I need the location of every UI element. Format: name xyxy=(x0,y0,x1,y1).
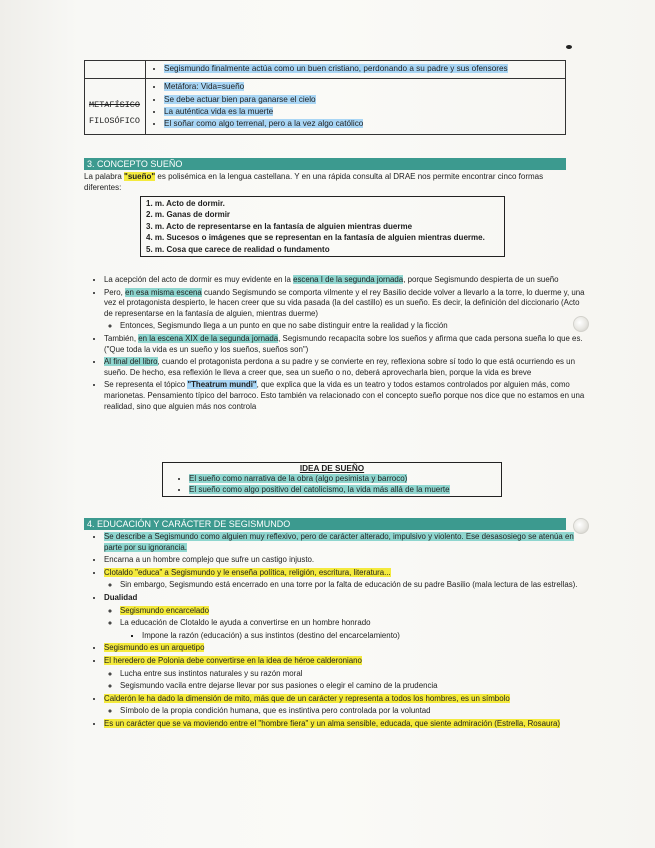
list-item: ▪ Impone la razón (educación) a sus instintos (destino del encarcelamiento) xyxy=(142,631,586,642)
list-item: • Pero, en esa misma escena cuando Segismundo se comporta vilmente y el rey Basilio decide volver a llevarlo a la torre, lo duerme y, una vez el protagonista despierto, le hacen creer que su vida pasada (la del castillo) es un sueño. Es decir, la definición del diccionario (Acto de representarse en la fantasía de alguien, mientras duerme) xyxy=(104,288,586,320)
list-item: ◦ Segismundo vacila entre dejarse llevar por sus pasiones o elegir el camino de la prudencia xyxy=(120,681,586,692)
list-item: • El sueño como algo positivo del catolicismo, la vida más allá de la muerte xyxy=(189,484,495,495)
list-item: • También, en la escena XIX de la segunda jornada, Segismundo recapacita sobre los sueños y afirma que cada persona sueña lo que es. ("Que toda la vida es un sueño y los sueños, sueños son") xyxy=(104,334,586,355)
definition-item: 3. m. Acto de representarse en la fantasía de alguien mientras duerme xyxy=(146,221,413,231)
list-item: • Es un carácter que se va moviendo entre el "hombre fiera" y un alma sensible, educada, que siente admiración (Estrella, Rosaura) xyxy=(104,719,586,730)
binder-hole xyxy=(573,316,589,332)
table-row: • Segismundo finalmente actúa como un buen cristiano, perdonando a su padre y sus ofensores xyxy=(85,61,566,79)
section-3-bullets xyxy=(84,275,586,414)
table-row: METAFÍSICO FILOSÓFICO • Metáfora: Vida=sueño • Se debe actuar bien para ganarse el cielo • La auténtica vida es la muerte • El soñar como algo terrenal, pero a la vez algo católico xyxy=(85,79,566,134)
list-item: • El sueño como narrativa de la obra (algo pesimista y barroco) xyxy=(189,473,495,484)
idea-de-sueno-box xyxy=(162,462,502,497)
list-item: • El heredero de Polonia debe convertirse en la idea de héroe calderoniano xyxy=(104,656,586,667)
section-3-intro: La palabra "sueño" es polisémica en la lengua castellana. Y en una rápida consulta al DRAE nos permite encontrar cinco formas diferentes: xyxy=(84,172,544,192)
summary-table xyxy=(84,60,566,135)
section-4-bullets xyxy=(84,532,586,732)
section-3-heading: 3. CONCEPTO SUEÑO xyxy=(84,158,566,170)
list-item: ◦ Símbolo de la propia condición humana, que es instintiva pero controlada por la voluntad xyxy=(120,706,586,717)
list-item: • Calderón le ha dado la dimensión de mito, más que de un carácter y representa a todos los hombres, es un símbolo xyxy=(104,694,586,705)
definition-item: 4. m. Sucesos o imágenes que se representan en la fantasía de alguien mientras duerme. xyxy=(146,233,485,243)
definition-item: 1. m. Acto de dormir. xyxy=(146,199,225,208)
section-4-heading: 4. EDUCACIÓN Y CARÁCTER DE SEGISMUNDO xyxy=(84,518,566,530)
table-label-cell: METAFÍSICO FILOSÓFICO xyxy=(85,79,146,134)
list-item: • Encarna a un hombre complejo que sufre un castigo injusto. xyxy=(104,555,586,566)
list-item: ◦ Lucha entre sus instintos naturales y su razón moral xyxy=(120,669,586,680)
table-label-cell xyxy=(85,61,146,79)
list-item: • La acepción del acto de dormir es muy evidente en la escena I de la segunda jornada, porque Segismundo despierta de un sueño xyxy=(104,275,586,286)
definition-item: 2. m. Ganas de dormir xyxy=(146,210,231,220)
binder-hole xyxy=(573,518,589,534)
definition-item: 5. m. Cosa que carece de realidad o fundamento xyxy=(146,244,330,254)
corner-mark xyxy=(566,45,572,49)
list-item: • Se representa el tópico "Theatrum mundi", que explica que la vida es un teatro y todos estamos controlados por alguien más, como marionetas. Pensamiento típico del barroco. Esto también va relacionado con el concepto sueño porque nos dice que no estamos en una realidad, sino que alguien más nos controla xyxy=(104,380,586,412)
idea-box-title: IDEA DE SUEÑO xyxy=(299,464,365,473)
list-item: • Al final del libro, cuando el protagonista perdona a su padre y se convierte en rey, reflexiona sobre sí todo lo que está ocurriendo es un sueño. De hecho, esa reflexión le lleva a creer que, sea un sueño o no, deberá aprovecharla bien, porque la vida es breve xyxy=(104,357,586,378)
list-item: • Dualidad xyxy=(104,593,586,604)
list-item: ◦ La educación de Clotaldo le ayuda a convertirse en un hombre honrado xyxy=(120,618,586,629)
list-item: ◦ Entonces, Segismundo llega a un punto en que no sabe distinguir entre la realidad y la ficción xyxy=(120,321,586,332)
list-item: • Se describe a Segismundo como alguien muy reflexivo, pero de carácter alterado, impulsivo y violento. Ese desasosiego se atenúa en parte por su ignorancia. xyxy=(104,532,586,553)
dictionary-definitions xyxy=(140,196,505,257)
list-item: • Segismundo es un arquetipo xyxy=(104,643,586,654)
list-item: ◦ Segismundo encarcelado xyxy=(120,606,586,617)
list-item: • Clotaldo "educa" a Segismundo y le enseña política, religión, escritura, literatura... xyxy=(104,568,586,579)
list-item: ◦ Sin embargo, Segismundo está encerrado en una torre por la falta de educación de su padre Basilio (mala lectura de las estrellas). xyxy=(120,580,586,591)
